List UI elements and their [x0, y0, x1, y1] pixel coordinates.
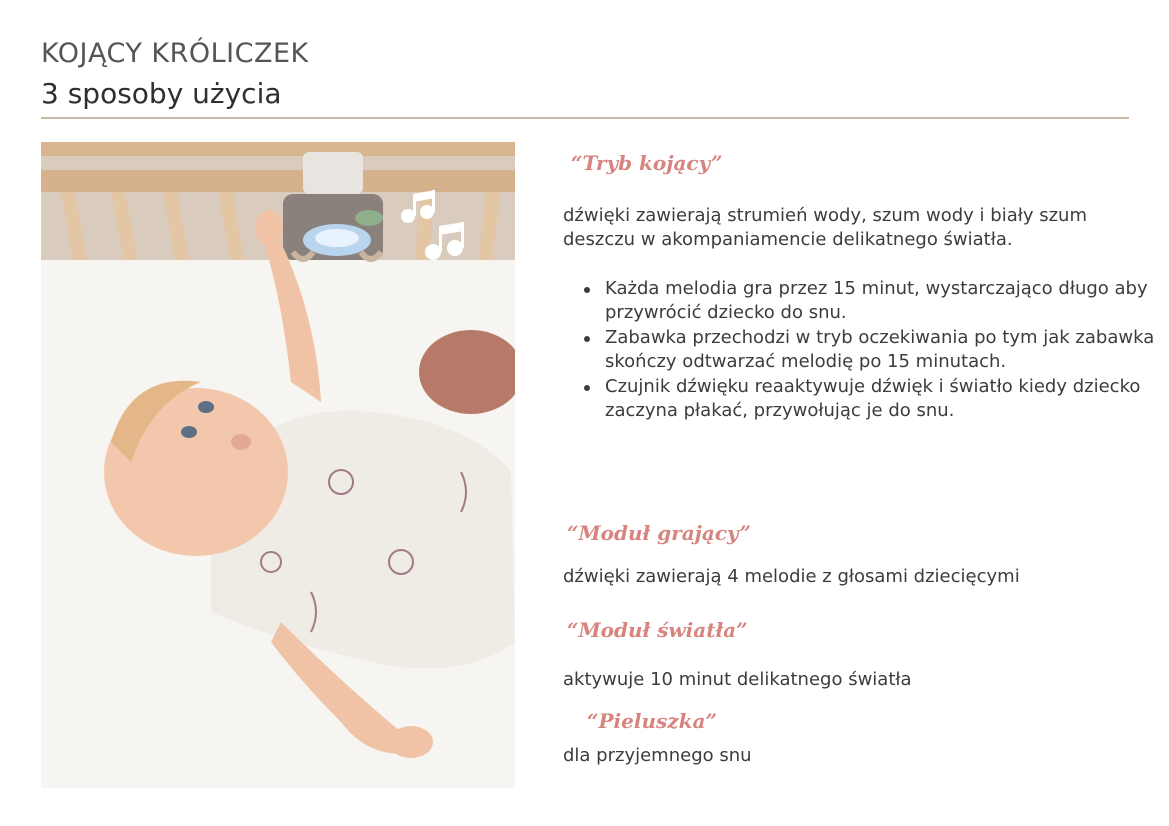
list-item: Czujnik dźwięku reaaktywuje dźwięk i światło kiedy dziecko zaczyna płakać, przywołując je do snu. [605, 375, 1169, 423]
diaper-heading: “Pieluszka” [587, 709, 717, 733]
list-item: Zabawka przechodzi w tryb oczekiwania po tym jak zabawka skończy odtwarzać melodię po 15 minutach. [605, 326, 1169, 374]
soothing-mode-heading: “Tryb kojący” [571, 151, 723, 175]
baby-in-crib-illustration [41, 142, 515, 788]
product-title: KOJĄCY KRÓLICZEK [41, 38, 309, 69]
header-divider [41, 117, 1129, 119]
diaper-description: dla przyjemnego snu [563, 745, 752, 766]
soothing-mode-bullets [563, 277, 1169, 424]
light-module-description: aktywuje 10 minut delikatnego światła [563, 669, 912, 690]
light-module-heading: “Moduł światła” [567, 618, 748, 642]
music-module-description: dźwięki zawierają 4 melodie z głosami dziecięcymi [563, 566, 1020, 587]
product-photo [41, 142, 515, 788]
page-subtitle: 3 sposoby użycia [41, 77, 282, 110]
soothing-mode-description: dźwięki zawierają strumień wody, szum wody i biały szum deszczu w akompaniamencie delikatnego światła. [563, 205, 1087, 250]
list-item: Każda melodia gra przez 15 minut, wystarczająco długo aby przywrócić dziecko do snu. [605, 277, 1169, 325]
music-module-heading: “Moduł grający” [567, 521, 751, 545]
